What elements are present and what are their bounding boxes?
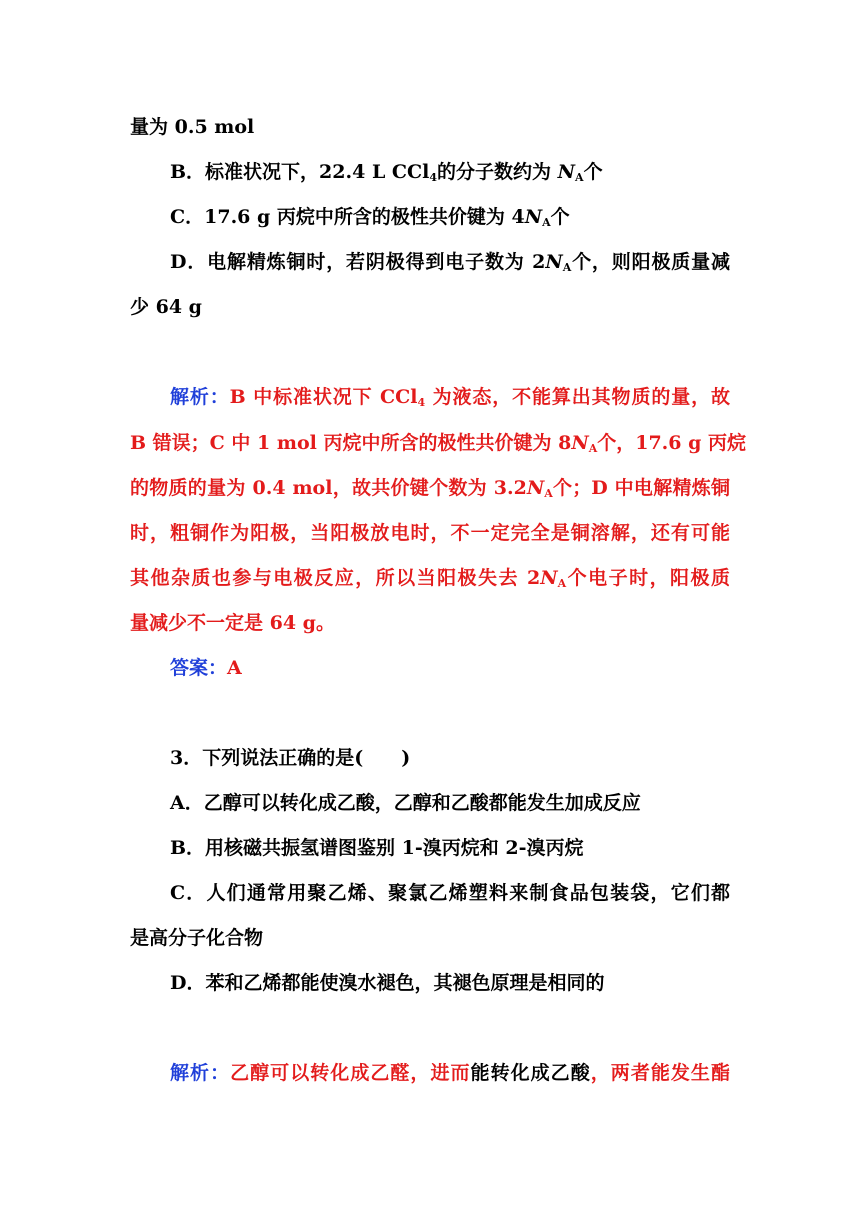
q3-analysis-line-1: 解析：乙醇可以转化成乙醛，进而能转化成乙酸，两者能发生酯 — [170, 1062, 730, 1084]
q3-option-a: A．乙醇可以转化成乙酸，乙醇和乙酸都能发生加成反应 — [170, 792, 641, 814]
analysis-line-5: 其他杂质也参与电极反应，所以当阳极失去 $2N_A$个电子时，阳极质 — [130, 567, 730, 590]
analysis-line-3: 的物质的量为 0.4 mol，故共价键个数为 $3.2N_A$个；D 中电解精炼铜 — [130, 477, 731, 500]
option-b: B．标准状况下，22.4 L CCl$_4$的分子数约为 $N_A$个 — [170, 161, 603, 184]
analysis-line-2: B 错误；C 中 1 mol 丙烷中所含的极性共价键为 $8N_A$个，17.6 g 丙烷 — [130, 432, 747, 455]
q3-option-c-line-1: C．人们通常用聚乙烯、聚氯乙烯塑料来制食品包装袋，它们都 — [170, 882, 730, 904]
option-a-continuation: 量为 0.5 mol — [130, 116, 255, 138]
option-c: C．17.6 g 丙烷中所含的极性共价键为 $4N_A$个 — [170, 206, 570, 229]
answer-label: 答案： — [170, 657, 228, 679]
analysis-line-1: 解析：B 中标准状况下 CCl$_4$ 为液态，不能算出其物质的量，故 — [170, 386, 730, 409]
q3-option-c-line-2: 是高分子化合物 — [130, 927, 264, 949]
answer-value: A — [227, 657, 242, 679]
analysis-label: 解析： — [170, 386, 230, 408]
q3-option-d: D．苯和乙烯都能使溴水褪色，其褪色原理是相同的 — [170, 972, 605, 994]
analysis-line-6: 量减少不一定是 64 g。 — [130, 612, 335, 634]
question-3-stem: 3．下列说法正确的是( ) — [170, 747, 411, 769]
answer-line — [170, 654, 730, 682]
analysis-line-4: 时，粗铜作为阳极，当阳极放电时，不一定完全是铜溶解，还有可能 — [130, 522, 730, 544]
q3-analysis-label: 解析： — [170, 1062, 231, 1084]
option-d-line-2: 少 64 g — [130, 296, 202, 318]
option-d-line-1: D．电解精炼铜时，若阴极得到电子数为 $2N_A$个，则阳极质量减 — [170, 251, 730, 274]
q3-option-b: B．用核磁共振氢谱图鉴别 1-溴丙烷和 2-溴丙烷 — [170, 837, 584, 859]
